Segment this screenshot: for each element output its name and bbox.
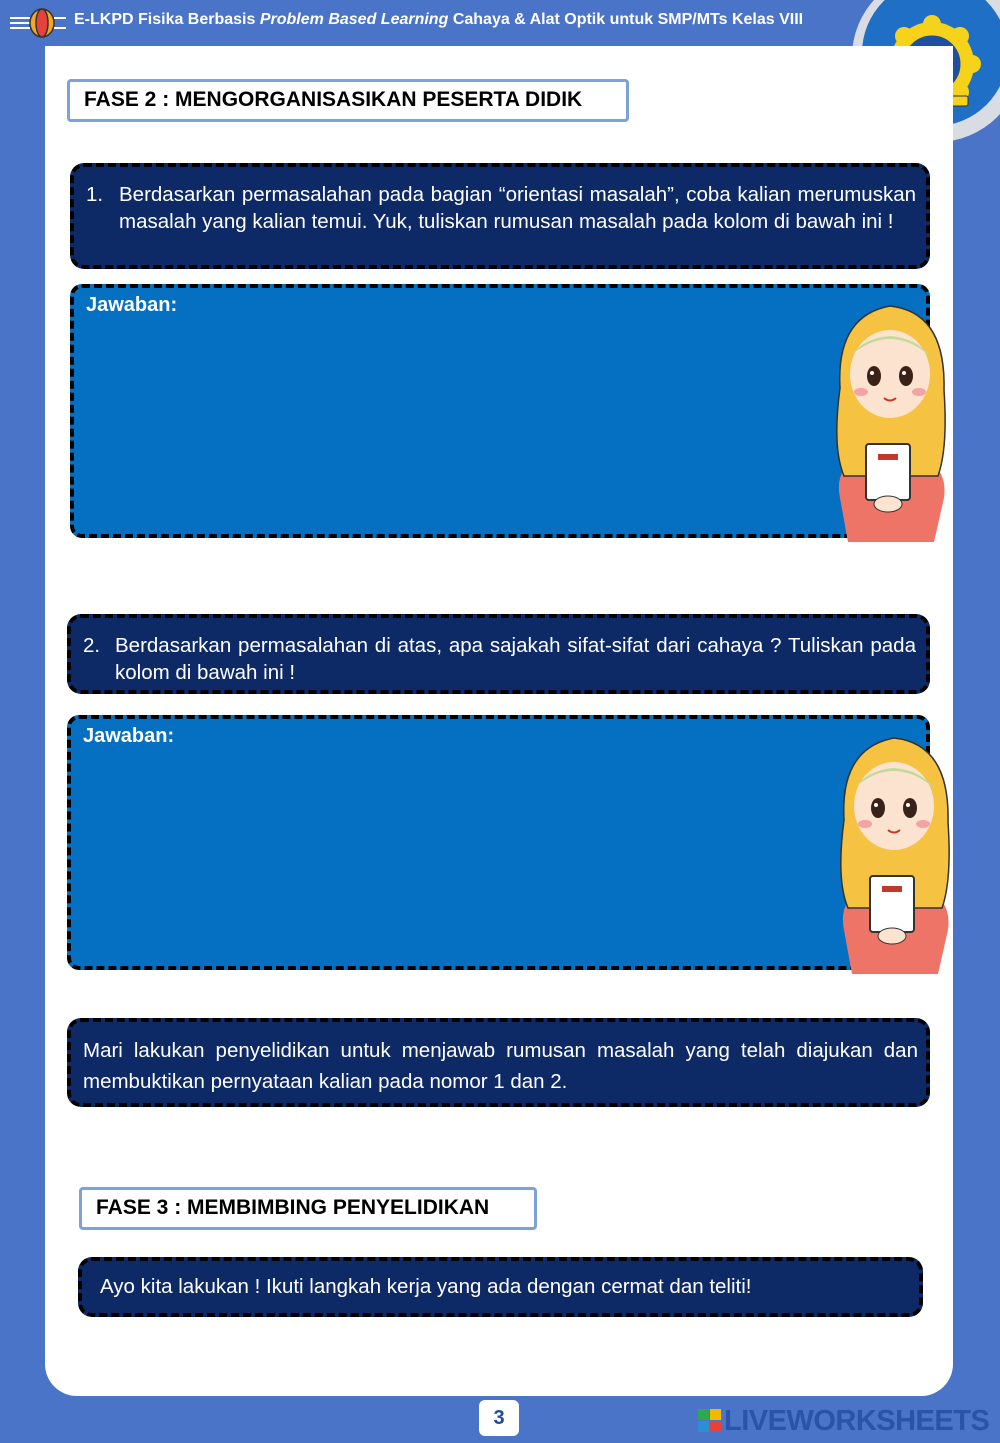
investigation-note-box [67,1018,930,1107]
question-2-text: Berdasarkan permasalahan di atas, apa sajakah sifat-sifat dari cahaya ? Tuliskan pada kolom di bawah ini ! [115,634,916,684]
header-bar [0,0,1000,46]
header-title [74,11,803,29]
fase2-heading-box [67,79,629,122]
answer-1-field[interactable] [70,284,930,538]
girl-character-icon [830,730,958,974]
answer-1-label: Jawaban: [86,294,178,316]
question-1-number: 1. [86,183,104,206]
liveworksheets-brand: LIVEWORKSHEETS [724,1405,990,1437]
fase3-instruction: Ayo kita lakukan ! Ikuti langkah kerja yang ada dengan cermat dan teliti! [100,1275,752,1298]
answer-2-label: Jawaban: [83,725,175,747]
question-1-text: Berdasarkan permasalahan pada bagian “orientasi masalah”, coba kalian merumuskan masalah yang kalian temui. Yuk, tuliskan rumusan masalah pada kolom di bawah ini ! [119,183,916,233]
question-1-box [70,163,930,269]
answer-2-field[interactable] [67,715,930,970]
girl-character-icon [826,298,954,542]
header-title-part1: E-LKPD Fisika Berbasis [74,11,256,28]
fase3-heading-box [79,1187,537,1230]
lens-rocket-icon [8,6,68,40]
fase3-heading: FASE 3 : MEMBIMBING PENYELIDIKAN [96,1196,490,1219]
question-2-box [67,614,930,694]
fase2-heading: FASE 2 : MENGORGANISASIKAN PESERTA DIDIK [84,88,583,111]
header-title-italic: Problem Based Learning [259,11,449,28]
fase3-instruction-box [78,1257,923,1317]
investigation-note: Mari lakukan penyelidikan untuk menjawab rumusan masalah yang telah diajukan dan membuktikan pernyataan kalian pada nomor 1 dan 2. [83,1039,918,1093]
page-number: 3 [479,1400,519,1436]
liveworksheets-icon [698,1409,722,1433]
header-title-part2: Cahaya & Alat Optik untuk SMP/MTs Kelas VIII [452,11,804,28]
question-2-number: 2. [83,634,101,657]
